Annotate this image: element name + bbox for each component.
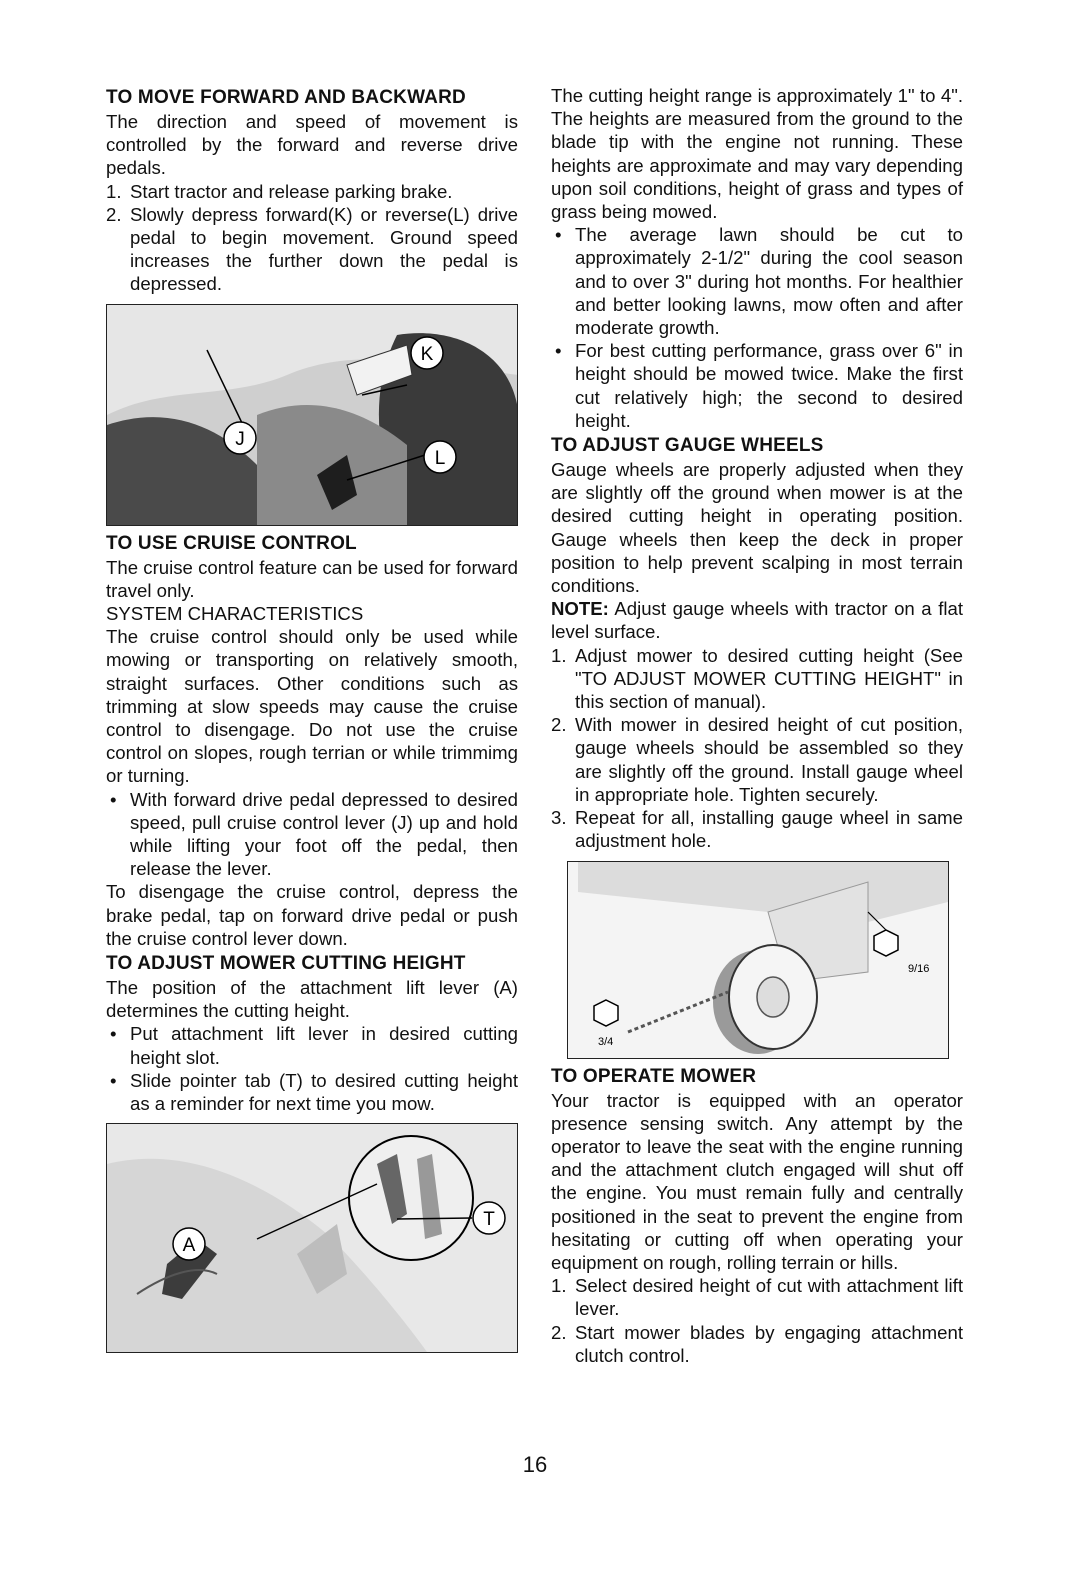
gauge-wheel-illustration (568, 862, 948, 1058)
height-heading: TO ADJUST MOWER CUTTING HEIGHT (106, 953, 466, 975)
range-body: The cutting height range is approximately 1" to 4". The heights are measured from the ground to the blade tip with the engine not running. These heights are approximate and may vary depending upon soil conditions, height of grass and types of grass being mowed. (551, 85, 963, 223)
gauge-wheel-figure (567, 861, 949, 1059)
gauge-steps (551, 644, 963, 853)
list-item: 2. Slowly depress forward(K) or reverse(L) drive pedal to begin movement. Ground speed increases the further down the pedal is depressed. (106, 203, 518, 295)
callout-k-label: K (420, 343, 434, 365)
cruise-bullets (106, 788, 518, 881)
magnified-detail (349, 1136, 473, 1260)
operate-body: Your tractor is equipped with an operator presence sensing switch. Any attempt by the operator to leave the seat with the engine running and the attachment clutch engaged will shut off the engine. You must remain fully and centrally positioned in the seat to prevent the engine from hesitating or cutting off when operating your equipment on rough, rolling terrain or hills. (551, 1089, 963, 1273)
nut-9-16 (874, 930, 898, 956)
list-item: • With forward drive pedal depressed to desired speed, pull cruise control lever (J) up and hold while lifting your foot off the pedal, then release the lever. (110, 788, 518, 880)
gauge-heading: TO ADJUST GAUGE WHEELS (551, 435, 824, 457)
height-intro: The position of the attachment lift lever (A) determines the cutting height. (106, 977, 518, 1022)
list-item: 2. Start mower blades by engaging attachment clutch control. (551, 1321, 963, 1366)
cruise-heading: TO USE CRUISE CONTROL (106, 532, 357, 554)
page-number: 16 (522, 1452, 548, 1477)
callout-a-label: A (182, 1235, 196, 1257)
height-bullets (106, 1022, 518, 1115)
cruise-disengage: To disengage the cruise control, depress the brake pedal, tap on forward drive pedal or push the cruise control lever down. (106, 881, 518, 949)
callout-t-label: T (483, 1209, 495, 1231)
left-column (106, 84, 518, 1359)
right-column (551, 84, 963, 1367)
list-item: 3. Repeat for all, installing gauge wheel in same adjustment hole. (551, 807, 963, 852)
move-steps (106, 180, 518, 296)
lift-lever-illustration (107, 1124, 518, 1352)
list-item: 2. With mower in desired height of cut position, gauge wheels should be assembled so they are slightly off the ground. Install gauge wheel in appropriate hole. Tighten securely. (551, 714, 963, 805)
list-item: • The average lawn should be cut to approximately 2-1/2" during the cool season and to over 3" during hot months. For healthier and better looking lawns, mow often and after moderate growth. (555, 224, 963, 339)
drive-pedals-figure (106, 304, 518, 526)
list-item: • Put attachment lift lever in desired cutting height slot. (110, 1023, 518, 1068)
gauge-note: NOTE: Adjust gauge wheels with tractor on a flat level surface. (551, 598, 963, 643)
list-item: • Slide pointer tab (T) to desired cutting height as a reminder for next time you mow. (110, 1069, 518, 1115)
operate-heading: TO OPERATE MOWER (551, 1065, 757, 1087)
callout-j-label: J (235, 428, 245, 450)
cruise-intro: The cruise control feature can be used for forward travel only. (106, 556, 518, 601)
gauge-intro: Gauge wheels are properly adjusted when they are slightly off the ground when mower is at the desired cutting height in operating position. Gauge wheels then keep the deck in proper position to help prevent scalping in most terrain conditions. (551, 459, 963, 597)
list-item: 1. Select desired height of cut with attachment lift lever. (551, 1275, 963, 1320)
list-item: • For best cutting performance, grass over 6" in height should be mowed twice. Make the first cut relatively high; the second to desired height. (555, 340, 963, 431)
move-intro: The direction and speed of movement is controlled by the forward and reverse drive pedals. (106, 111, 518, 179)
size-label-3-4: 3/4 (598, 1035, 614, 1048)
range-bullets (551, 223, 963, 432)
bolt-3-4 (594, 1000, 618, 1026)
list-item: 1. Adjust mower to desired cutting height (See "TO ADJUST MOWER CUTTING HEIGHT" in this section of manual). (551, 644, 963, 713)
cruise-body: The cruise control should only be used while mowing or transporting on relatively smooth, straight surfaces. Other conditions such as trimming at slow speeds may cause the cruise control to disengage. Do not use the cruise control on slopes, rough terrian or while trimmimg or turning. (106, 626, 518, 787)
lift-lever-figure (106, 1123, 518, 1353)
size-label-9-16: 9/16 (908, 962, 930, 975)
list-item: 1. Start tractor and release parking brake. (106, 180, 453, 202)
drive-pedals-illustration (107, 305, 518, 525)
move-heading: TO MOVE FORWARD AND BACKWARD (106, 87, 466, 108)
cruise-subheading: SYSTEM CHARACTERISTICS (106, 603, 364, 625)
operate-steps (551, 1274, 963, 1367)
callout-l-label: L (434, 447, 446, 469)
